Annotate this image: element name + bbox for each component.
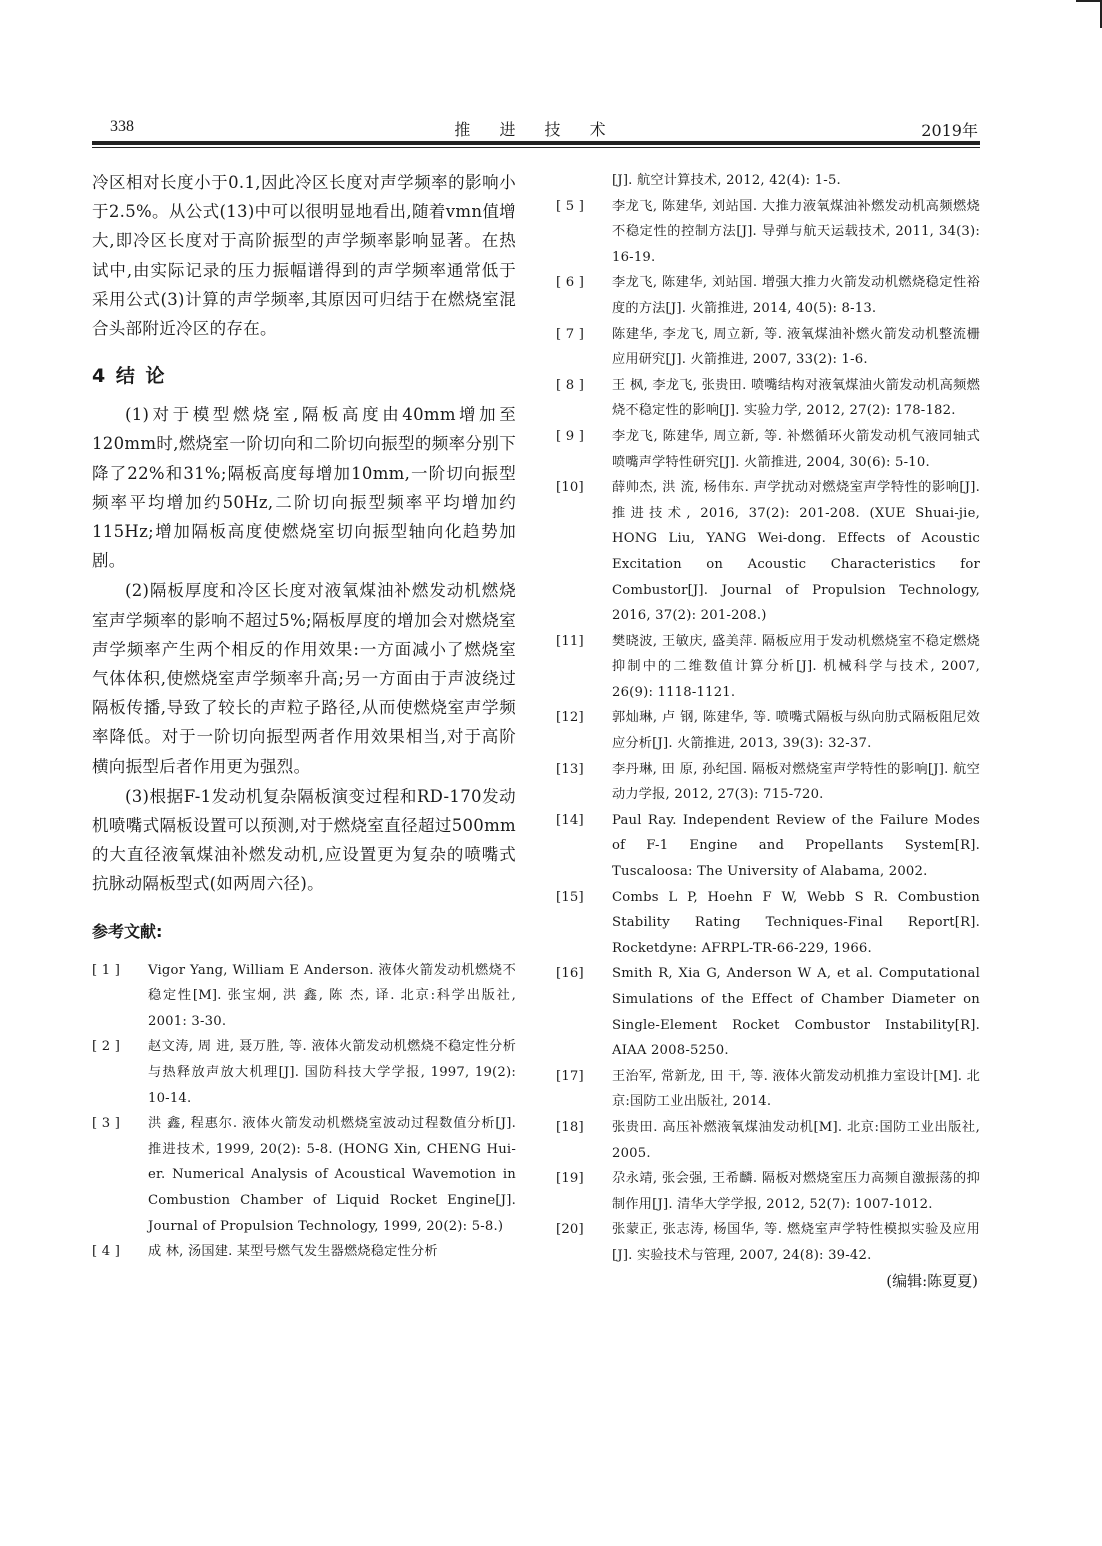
reference-item	[556, 808, 980, 885]
reference-text: 洪 鑫, 程惠尔. 液体火箭发动机燃烧室波动过程数值分析[J]. 推进技术, 1999, 20(2): 5-8. (HONG Xin, CHENG Hui-er. Numerical Analysis of Acoustical Wavemotion in Combustion Chamber of Liquid Rocket Engine[J]. Journal of Propulsion Technology, 1999, 20(2): 5-8.)	[148, 1116, 516, 1234]
right-column	[556, 168, 980, 1293]
reference-number: [13]	[556, 761, 584, 777]
editor-note: (编辑:陈夏夏)	[886, 1271, 978, 1290]
reference-text: 李丹琳, 田 原, 孙纪国. 隔板对燃烧室声学特性的影响[J]. 航空动力学报, 2012, 27(3): 715-720.	[612, 761, 980, 803]
page-number: 338	[110, 118, 134, 135]
reference-text: Smith R, Xia G, Anderson W A, et al. Computational Simulations of the Effect of Chamber Diameter on Single-Element Rocket Combustor Instability[R]. AIAA 2008-5250.	[612, 966, 980, 1059]
reference-text: 陈建华, 李龙飞, 周立新, 等. 液氧煤油补燃火箭发动机整流栅应用研究[J]. 火箭推进, 2007, 33(2): 1-6.	[612, 326, 980, 368]
conclusion-paragraph-3: (3)根据F-1发动机复杂隔板演变过程和RD-170发动机喷嘴式隔板设置可以预测,对于燃烧室直径超过500mm的大直径液氧煤油补燃发动机,应设置更为复杂的喷嘴式抗脉动隔板型式(如两周六径)。	[92, 786, 516, 894]
reference-text: 李龙飞, 陈建华, 刘站国. 大推力液氧煤油补燃发动机高频燃烧不稳定性的控制方法[J]. 导弹与航天运载技术, 2011, 34(3): 16-19.	[612, 198, 980, 265]
reference-item	[92, 1111, 516, 1239]
reference-item	[556, 373, 980, 424]
reference-item	[556, 424, 980, 475]
reference-item	[556, 270, 980, 321]
reference-number: [ 1 ]	[92, 962, 121, 978]
reference-item	[556, 475, 980, 629]
reference-item	[556, 885, 980, 962]
header-rule-thin	[92, 147, 980, 148]
reference-text: 李龙飞, 陈建华, 周立新, 等. 补燃循环火箭发动机气液同轴式喷嘴声学特性研究[J]. 火箭推进, 2004, 30(6): 5-10.	[612, 428, 980, 470]
reference-text: 赵文涛, 周 进, 聂万胜, 等. 液体火箭发动机燃烧不稳定性分析与热释放声放大机理[J]. 国防科技大学学报, 1997, 19(2): 10-14.	[148, 1039, 516, 1106]
reference-number: [ 3 ]	[92, 1116, 121, 1132]
reference-item	[92, 1239, 516, 1265]
reference-text: 王 枫, 李龙飞, 张贵田. 喷嘴结构对液氧煤油火箭发动机高频燃烧不稳定性的影响[J]. 实验力学, 2012, 27(2): 178-182.	[612, 377, 980, 419]
reference-number: [ 9 ]	[556, 428, 585, 444]
reference-number: [ 5 ]	[556, 198, 585, 214]
reference-number: [18]	[556, 1119, 584, 1135]
reference-number: [12]	[556, 710, 584, 726]
crop-mark	[1076, 0, 1102, 2]
reference-text: 薛帅杰, 洪 流, 杨伟东. 声学扰动对燃烧室声学特性的影响[J]. 推进技术, 2016, 37(2): 201-208. (XUE Shuai-jie, HONG Liu, YANG Wei-dong. Effects of Acoustic Excitation on Acoustic Characteristics for Combustor[J]. Journal of Propulsion Technology, 2016, 37(2): 201-208.)	[612, 480, 980, 624]
reference-number: [14]	[556, 812, 584, 828]
reference-item	[556, 757, 980, 808]
reference-item	[556, 1217, 980, 1268]
reference-item	[556, 629, 980, 706]
running-header	[92, 116, 980, 140]
reference-number: [20]	[556, 1222, 584, 1238]
reference-text: 郭灿琳, 卢 钢, 陈建华, 等. 喷嘴式隔板与纵向肋式隔板阻尼效应分析[J]. 火箭推进, 2013, 39(3): 32-37.	[612, 710, 980, 752]
reference-number: [ 7 ]	[556, 326, 585, 342]
conclusion-paragraph-1: (1)对于模型燃烧室,隔板高度由40mm增加至120mm时,燃烧室一阶切向和二阶切向振型的频率分别下降了22%和31%;隔板高度每增加10mm,一阶切向振型频率平均增加约50Hz,二阶切向振型频率平均增加约115Hz;增加隔板高度使燃烧室切向振型轴向化趋势加剧。	[92, 405, 516, 571]
reference-text: 王治军, 常新龙, 田 干, 等. 液体火箭发动机推力室设计[M]. 北京:国防工业出版社, 2014.	[612, 1068, 980, 1110]
reference-number: [11]	[556, 633, 584, 649]
reference-text: Paul Ray. Independent Review of the Failure Modes of F-1 Engine and Propellants System[R]. Tuscaloosa: The University of Alabama, 2002.	[612, 812, 980, 880]
reference-text: Vigor Yang, William E Anderson. 液体火箭发动机燃烧不稳定性[M]. 张宝炯, 洪 鑫, 陈 杰, 译. 北京:科学出版社, 2001: 3-30.	[148, 962, 516, 1029]
left-column	[92, 168, 516, 1265]
reference-text: 成 林, 汤国建. 某型号燃气发生器燃烧稳定性分析	[148, 1244, 438, 1260]
reference-number: [ 2 ]	[92, 1039, 121, 1055]
reference-number: [17]	[556, 1068, 584, 1084]
references-heading: 参考文献:	[92, 921, 163, 941]
reference-number: [ 8 ]	[556, 377, 585, 393]
reference-number: [15]	[556, 889, 584, 905]
publication-year: 2019年	[921, 121, 978, 140]
reference-item	[556, 194, 980, 271]
reference-number: [16]	[556, 966, 584, 982]
reference-text: 尕永靖, 张会强, 王希麟. 隔板对燃烧室压力高频自激振荡的抑制作用[J]. 清华大学学报, 2012, 52(7): 1007-1012.	[612, 1171, 980, 1212]
reference-item	[556, 322, 980, 373]
reference-text: 樊晓波, 王敏庆, 盛美萍. 隔板应用于发动机燃烧室不稳定燃烧抑制中的二维数值计算分析[J]. 机械科学与技术, 2007, 26(9): 1118-1121.	[612, 633, 980, 700]
reference-item	[556, 961, 980, 1063]
section-heading: 4 结 论	[92, 365, 167, 388]
reference-number: [ 4 ]	[92, 1244, 121, 1260]
reference-text: 李龙飞, 陈建华, 刘站国. 增强大推力火箭发动机燃烧稳定性裕度的方法[J]. 火箭推进, 2014, 40(5): 8-13.	[612, 275, 980, 316]
reference-text: Combs L P, Hoehn F W, Webb S R. Combustion Stability Rating Techniques-Final Report[R]. Rocketdyne: AFRPL-TR-66-229, 1966.	[612, 889, 980, 956]
reference-item	[556, 705, 980, 756]
reference-item	[556, 1166, 980, 1217]
reference-text: 张贵田. 高压补燃液氧煤油发动机[M]. 北京:国防工业出版社, 2005.	[612, 1119, 980, 1161]
reference-item	[92, 1034, 516, 1111]
header-rule-thick	[92, 141, 980, 145]
conclusion-paragraph-2: (2)隔板厚度和冷区长度对液氧煤油补燃发动机燃烧室声学频率的影响不超过5%;隔板厚度的增加会对燃烧室声学频率产生两个相反的作用效果:一方面减小了燃烧室气体体积,使燃烧室声学频率升高;另一方面由于声波绕过隔板传播,导致了较长的声粒子路径,从而使燃烧室声学频率降低。对于一阶切向振型两者作用效果相当,对于高阶横向振型后者作用更为强烈。	[92, 581, 516, 776]
reference-number: [10]	[556, 480, 584, 496]
journal-title: 推 进 技 术	[454, 120, 618, 139]
reference-list-left	[92, 958, 516, 1265]
reference-list-right	[556, 194, 980, 1269]
reference-continuation	[556, 168, 980, 194]
reference-item	[92, 958, 516, 1035]
reference-text: [J]. 航空计算技术, 2012, 42(4): 1-5.	[612, 173, 841, 188]
reference-item	[556, 1115, 980, 1166]
reference-number: [19]	[556, 1171, 584, 1187]
reference-text: 张蒙正, 张志涛, 杨国华, 等. 燃烧室声学特性模拟实验及应用[J]. 实验技术与管理, 2007, 24(8): 39-42.	[612, 1222, 980, 1263]
body-paragraph: 冷区相对长度小于0.1,因此冷区长度对声学频率的影响小于2.5%。从公式(13)中可以很明显地看出,随着vmn值增大,即冷区长度对于高阶振型的声学频率影响显著。在热试中,由实际记录的压力振幅谱得到的声学频率通常低于采用公式(3)计算的声学频率,其原因可归结于在燃烧室混合头部附近冷区的存在。	[92, 173, 516, 339]
reference-item	[556, 1064, 980, 1115]
reference-number: [ 6 ]	[556, 275, 585, 291]
